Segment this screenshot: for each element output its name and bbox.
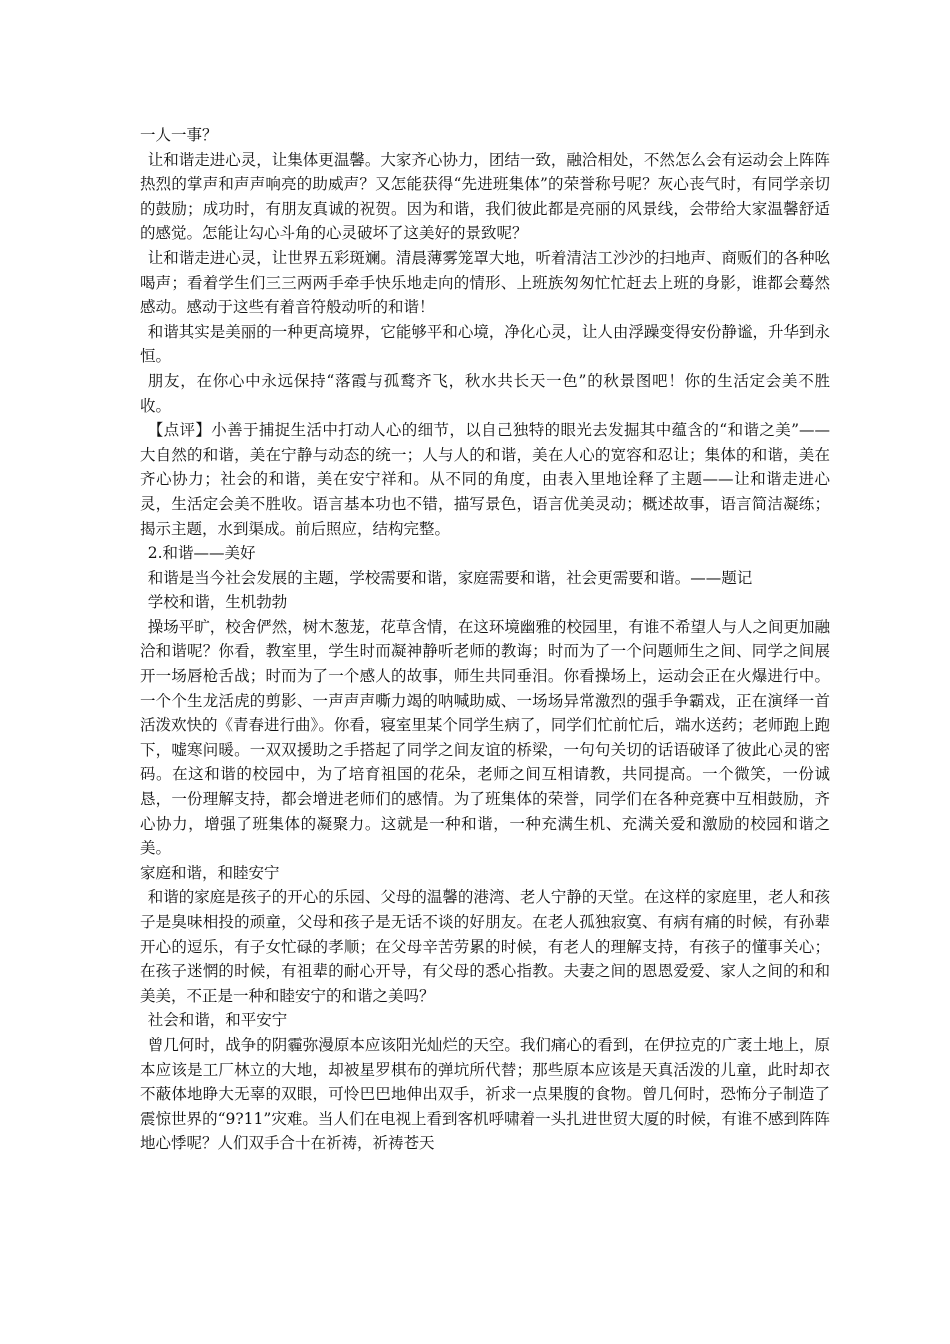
paragraph-p1: 让和谐走进心灵，让集体更温馨。大家齐心协力，团结一致，融洽相处，不然怎么会有运动会上阵阵热烈的掌声和声声响亮的助威声？又怎能获得“先进班集体”的荣誉称号呢？灰心丧气时，有同学亲切的鼓励；成功时，有朋友真诚的祝贺。因为和谐，我们彼此都是亮丽的风景线，会带给大家温馨舒适的感觉。怎能让勾心斗角的心灵破坏了这美好的景致呢？ bbox=[140, 150, 830, 243]
paragraph-p12: 社会和谐，和平安宁 bbox=[147, 1011, 288, 1030]
paragraph-p7: 和谐是当今社会发展的主题，学校需要和谐，家庭需要和谐，社会更需要和谐。——题记 bbox=[147, 568, 753, 587]
paragraph-p9: 操场平旷，校舍俨然，树木葱茏，花草含情，在这环境幽雅的校园里，有谁不希望人与人之间更加融洽和谐呢？你看，教室里，学生时而凝神静听老师的教诲；时而为了一个问题师生之间、同学之间展开一场唇枪舌战；时而为了一个感人的故事，师生共同垂泪。你看操场上，运动会正在火爆进行中。一个个生龙活虎的剪影、一声声声嘶力竭的呐喊助威、一场场异常激烈的强手争霸戏，正在演绎一首活泼欢快的《青春进行曲》。你看，寝室里某个同学生病了，同学们忙前忙后，端水送药；老师跑上跑下，嘘寒问暖。一双双援助之手搭起了同学之间友谊的桥梁，一句句关切的话语破译了彼此心灵的密码。在这和谐的校园中，为了培育祖国的花朵，老师之间互相请教，共同提高。一个微笑，一份诚恳，一份理解支持，都会增进老师们的感情。为了班集体的荣誉，同学们在各种竞赛中互相鼓励，齐心协力，增强了班集体的凝聚力。这就是一种和谐，一种充满生机、充满关爱和激励的校园和谐之美。 bbox=[140, 617, 830, 858]
paragraph-p3: 和谐其实是美丽的一种更高境界，它能够平和心境，净化心灵，让人由浮躁变得安份静谧，升华到永恒。 bbox=[140, 322, 830, 366]
paragraph-p13: 曾几何时，战争的阴霾弥漫原本应该阳光灿烂的天空。我们痛心的看到，在伊拉克的广袤土地上，原本应该是工厂林立的大地，却被星罗棋布的弹坑所代替；那些原本应该是天真活泼的儿童，此时却衣不蔽体地睁大无辜的双眼，可怜巴巴地伸出双手，祈求一点果腹的食物。曾几何时，恐怖分子制造了震惊世界的“9?11”灾难。当人们在电视上看到客机呼啸着一头扎进世贸大厦的时候，有谁不感到阵阵地心悸呢？人们双手合十在祈祷，祈祷苍天 bbox=[140, 1035, 830, 1153]
paragraph-p0: 一人一事？ bbox=[140, 126, 218, 144]
paragraph-p6: 2.和谐——美好 bbox=[147, 544, 256, 563]
document-body bbox=[140, 123, 830, 1156]
paragraph-p5: 【点评】小善于捕捉生活中打动人心的细节，以自己独特的眼光去发掘其中蕴含的“和谐之美”——大自然的和谐，美在宁静与动态的统一；人与人的和谐，美在人心的宽容和忍让；集体的和谐，美在齐心协力；社会的和谐，美在安宁祥和。从不同的角度，由表入里地诠释了主题——让和谐走进心灵，生活定会美不胜收。语言基本功也不错，描写景色，语言优美灵动；概述故事，语言简洁凝练；揭示主题，水到渠成。前后照应，结构完整。 bbox=[140, 421, 830, 538]
paragraph-p10: 家庭和谐，和睦安宁 bbox=[140, 863, 280, 882]
paragraph-p2: 让和谐走进心灵，让世界五彩斑斓。清晨薄雾笼罩大地，听着清洁工沙沙的扫地声、商贩们的各种吆喝声；看着学生们三三两两手牵手快乐地走向的情形、上班族匆匆忙忙赶去上班的身影，谁都会蓦然感动。感动于这些有着音符般动听的和谐！ bbox=[140, 248, 830, 317]
paragraph-p4: 朋友，在你心中永远保持“落霞与孤鹜齐飞，秋水共长天一色”的秋景图吧！你的生活定会美不胜收。 bbox=[140, 371, 830, 415]
paragraph-p11: 和谐的家庭是孩子的开心的乐园、父母的温馨的港湾、老人宁静的天堂。在这样的家庭里，老人和孩子是臭味相投的顽童，父母和孩子是无话不谈的好朋友。在老人孤独寂寞、有病有痛的时候，有孙辈开心的逗乐，有子女忙碌的孝顺；在父母辛苦劳累的时候，有老人的理解支持，有孩子的懂事关心；在孩子迷惘的时候，有祖辈的耐心开导，有父母的悉心指教。夫妻之间的恩恩爱爱、家人之间的和和美美，不正是一种和睦安宁的和谐之美吗？ bbox=[140, 888, 830, 1005]
paragraph-p8: 学校和谐，生机勃勃 bbox=[147, 593, 288, 612]
